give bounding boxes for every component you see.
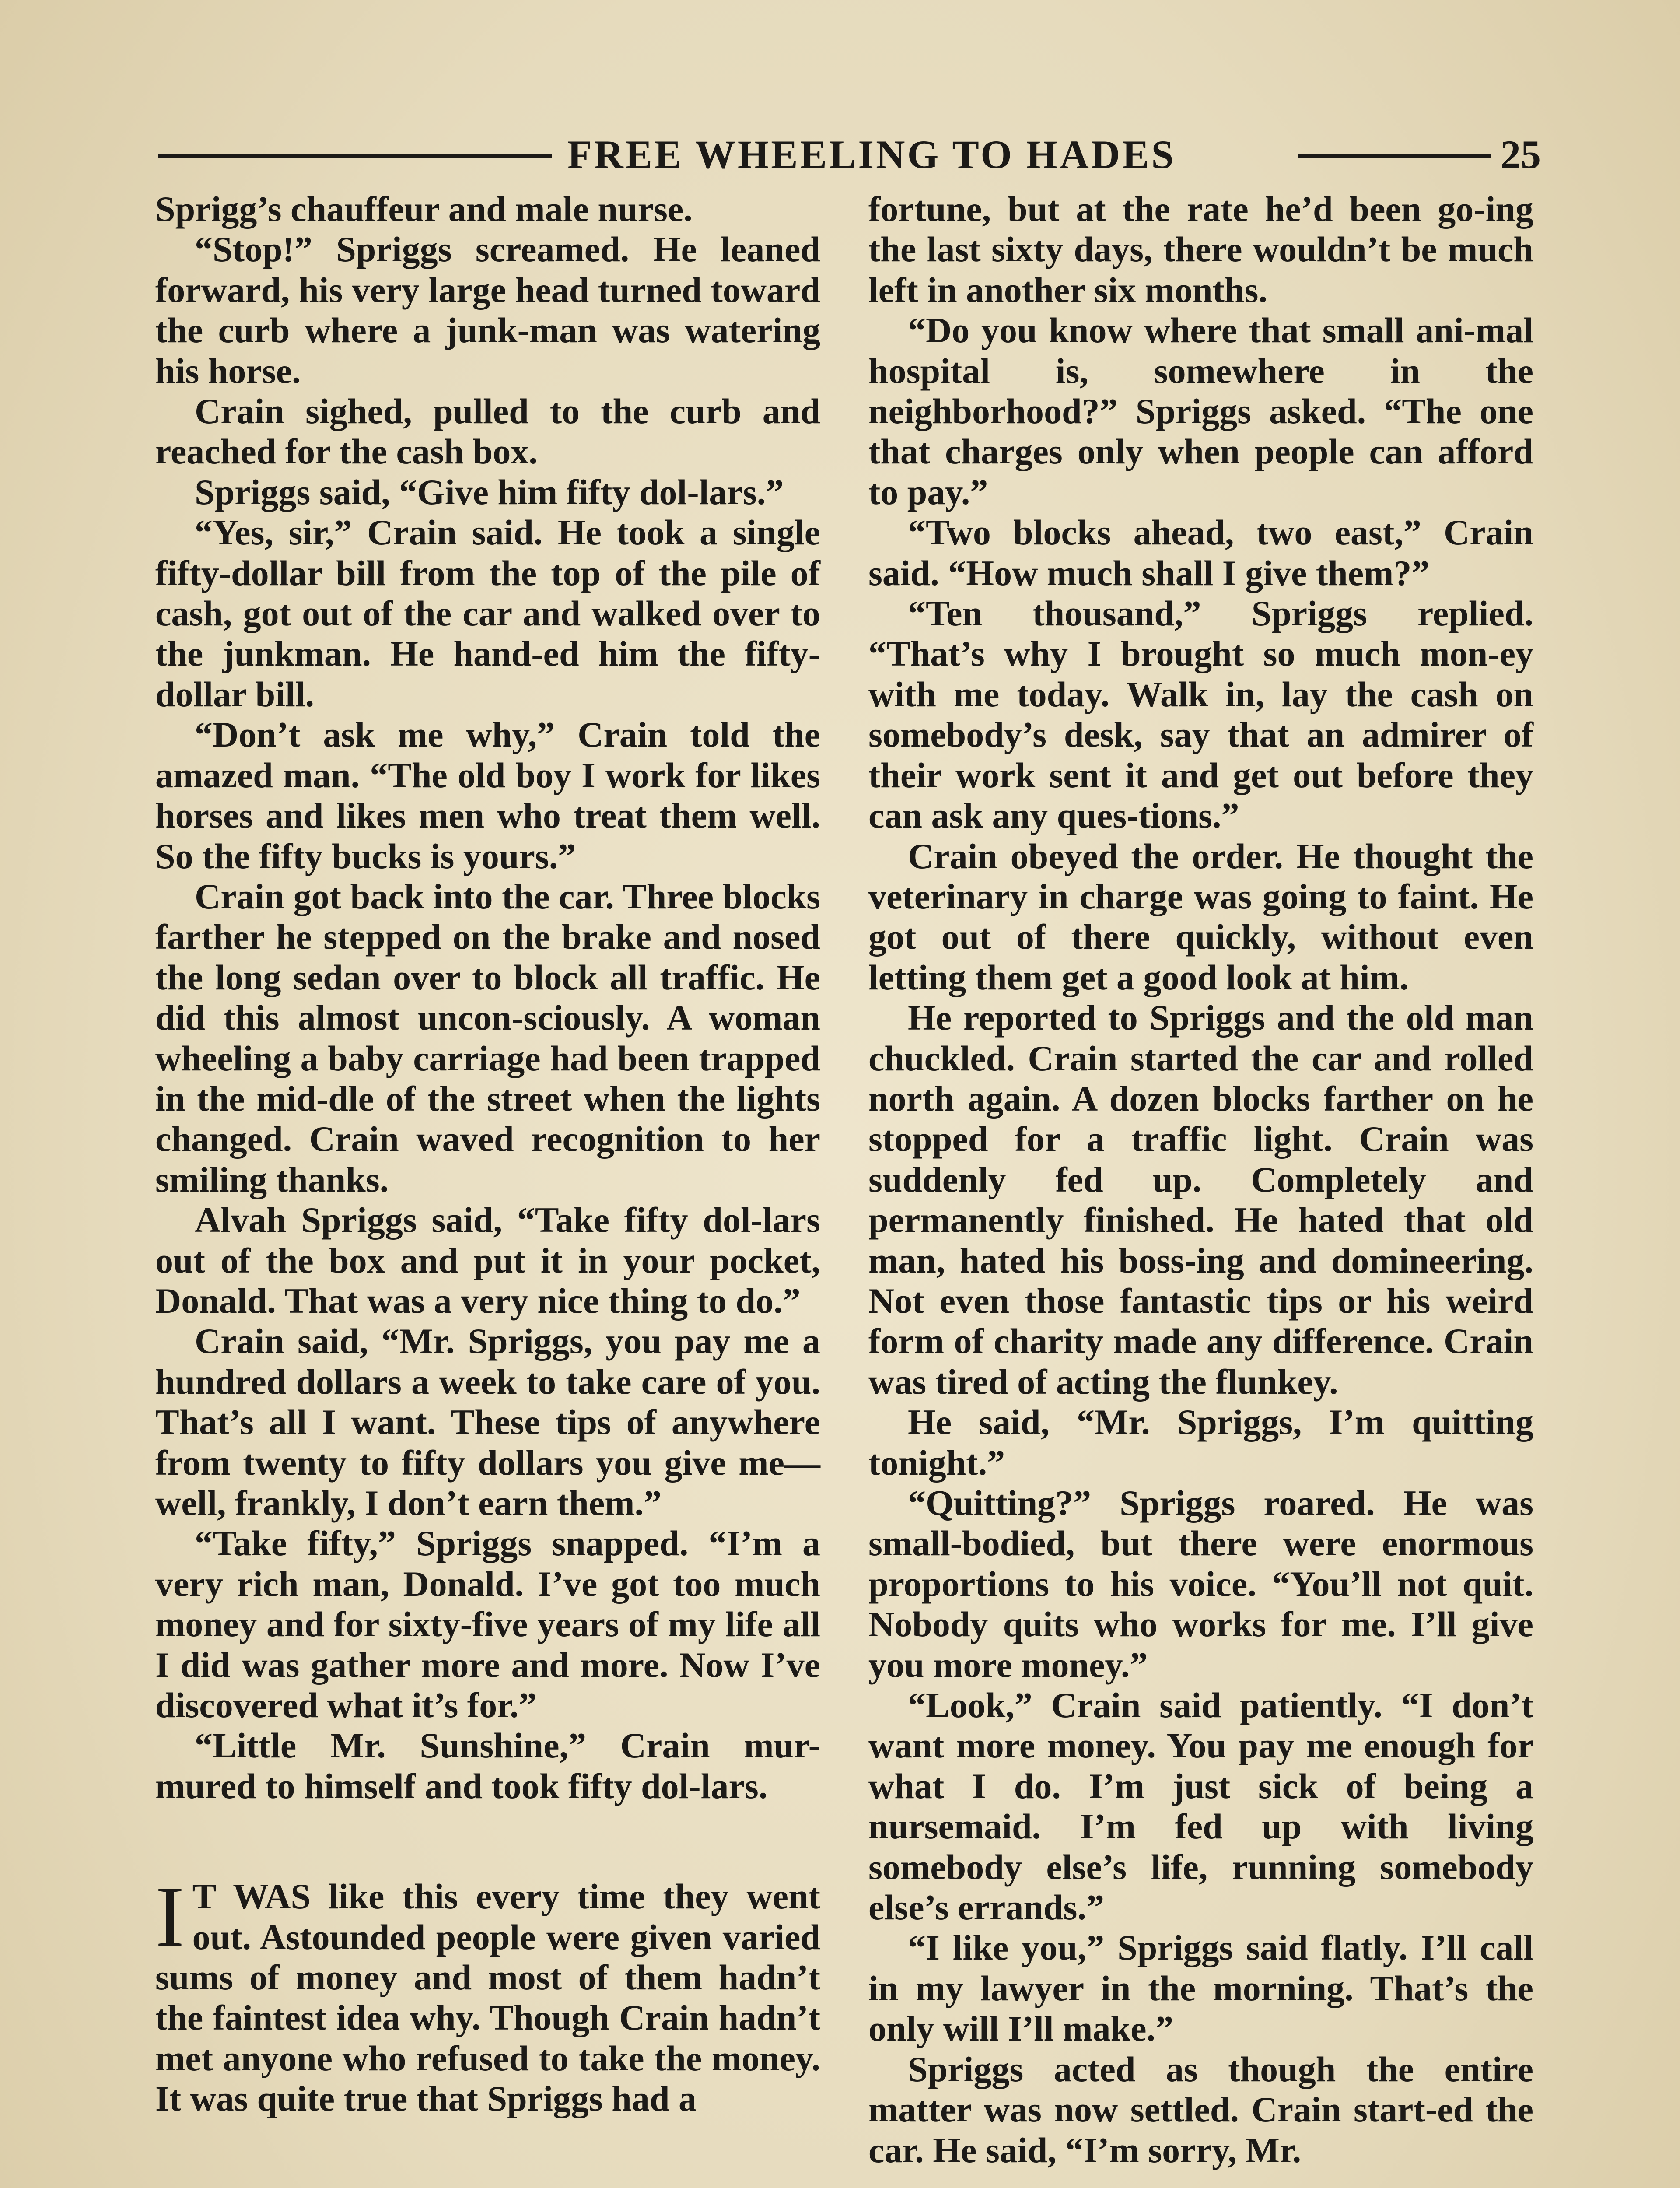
paragraph: Spriggs acted as though the entire matter was now settled. Crain start-ed the car. He said, “I’m sorry, Mr. <box>868 2049 1533 2170</box>
paragraph: “Ten thousand,” Spriggs replied. “That’s why I brought so much mon-ey with me today. Walk in, lay the cash on somebody’s desk, say that an admirer of their work sent it and get out before they can ask any ques-tions.” <box>868 593 1533 836</box>
paragraph: “Take fifty,” Spriggs snapped. “I’m a very rich man, Donald. I’ve got too much money and for sixty-five years of my life all I did was gather more and more. Now I’ve discovered what it’s for.” <box>155 1523 820 1725</box>
paragraph: He reported to Spriggs and the old man chuckled. Crain started the car and rolled north again. A dozen blocks farther on he stopped for a traffic light. Crain was suddenly fed up. Completely and permanently finished. He hated that old man, hated his boss-ing and domineering. Not even those fantastic tips or his weird form of charity made any difference. Crain was tired of acting the flunkey. <box>868 998 1533 1402</box>
paragraph: He said, “Mr. Spriggs, I’m quitting tonight.” <box>868 1402 1533 1483</box>
right-column <box>868 189 1533 2170</box>
page-number: 25 <box>1501 132 1541 177</box>
paragraph: “Yes, sir,” Crain said. He took a single fifty-dollar bill from the top of the pile of cash, got out of the car and walked over to the junkman. He hand-ed him the fifty-dollar bill. <box>155 512 820 714</box>
paragraph: Alvah Spriggs said, “Take fifty dol-lars out of the box and put it in your pocket, Donald. That was a very nice thing to do.” <box>155 1200 820 1321</box>
story-title: FREE WHEELING TO HADES <box>567 132 1176 177</box>
header-rule-left <box>158 154 552 158</box>
drop-cap: I <box>155 1869 185 1966</box>
header-rule-right <box>1298 154 1491 158</box>
paragraph: Crain got back into the car. Three blocks farther he stepped on the brake and nosed the long sedan over to block all traffic. He did this almost uncon-sciously. A woman wheeling a baby carriage had been trapped in the mid-dle of the street when the lights changed. Crain waved recognition to her smiling thanks. <box>155 876 820 1199</box>
paragraph: Sprigg’s chauffeur and male nurse. <box>155 189 693 229</box>
paragraph: “Do you know where that small ani-mal hospital is, somewhere in the neighborhood?” Spriggs asked. “The one that charges only when people can afford to pay.” <box>868 310 1533 512</box>
paragraph: “Quitting?” Spriggs roared. He was small-bodied, but there were enormous proportions to his voice. “You’ll not quit. Nobody quits who works for me. I’ll give you more money.” <box>868 1483 1533 1685</box>
paragraph: “Don’t ask me why,” Crain told the amazed man. “The old boy I work for likes horses and likes men who treat them well. So the fifty bucks is yours.” <box>155 715 820 876</box>
paragraph: Crain said, “Mr. Spriggs, you pay me a hundred dollars a week to take care of you. That’s all I want. These tips of anywhere from twenty to fifty dollars you give me—well, frankly, I don’t earn them.” <box>155 1321 820 1523</box>
paragraph: Crain sighed, pulled to the curb and reached for the cash box. <box>155 391 820 472</box>
left-column <box>155 189 820 2119</box>
paragraph: “Look,” Crain said patiently. “I don’t want more money. You pay me enough for what I do. I’m just sick of being a nursemaid. I’m fed up with living somebody else’s life, running somebody else’s errands.” <box>868 1685 1533 1928</box>
paragraph: “Little Mr. Sunshine,” Crain mur-mured to himself and took fifty dol-lars. <box>155 1725 820 1806</box>
section-opening-paragraph <box>155 1869 820 2119</box>
paragraph: fortune, but at the rate he’d been go-ing the last sixty days, there wouldn’t be much left in another six months. <box>868 189 1533 310</box>
paragraph: “I like you,” Spriggs said flatly. I’ll call in my lawyer in the morning. That’s the only will I’ll make.” <box>868 1928 1533 2049</box>
paragraph: “Two blocks ahead, two east,” Crain said. “How much shall I give them?” <box>868 512 1533 593</box>
section-opening-text: T WAS like this every time they went out. Astounded people were given varied sums of money and most of them hadn’t the faintest idea why. Though Crain hadn’t met anyone who refused to take the money. It was quite true that Spriggs had a <box>155 1876 820 2119</box>
paragraph: “Stop!” Spriggs screamed. He leaned forward, his very large head turned toward the curb where a junk-man was watering his horse. <box>155 229 820 391</box>
paragraph: Crain obeyed the order. He thought the veterinary in charge was going to faint. He got out of there quickly, without even letting them get a good look at him. <box>868 836 1533 997</box>
paragraph: Spriggs said, “Give him fifty dol-lars.” <box>195 472 784 512</box>
running-header <box>158 128 1541 176</box>
